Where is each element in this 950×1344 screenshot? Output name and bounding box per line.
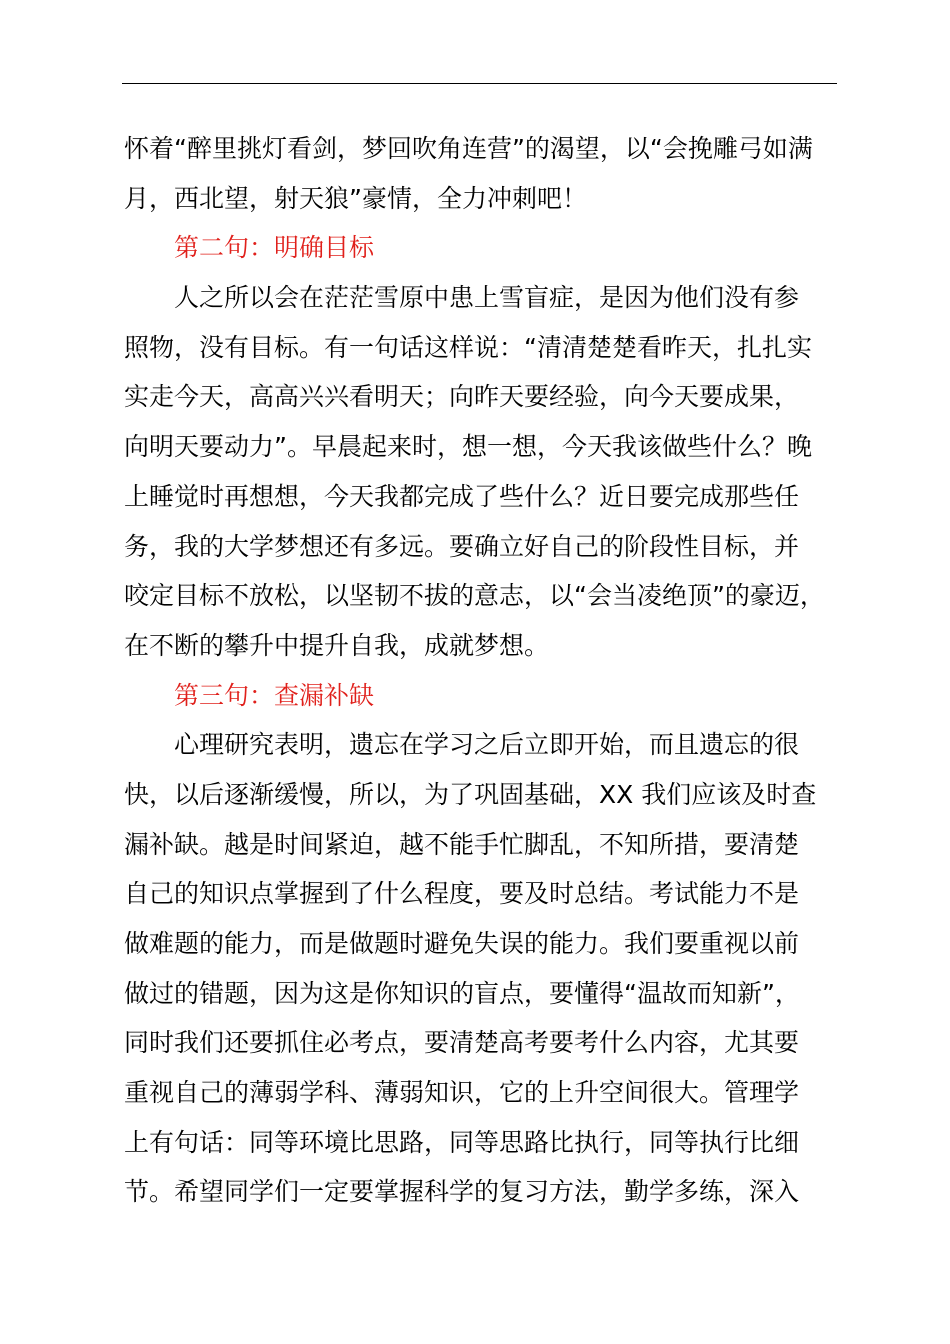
document-body bbox=[124, 124, 840, 1217]
body-line: 上睡觉时再想想，今天我都完成了些什么？近日要完成那些任 bbox=[124, 481, 800, 511]
body-line: 月，西北望，射天狼”豪情，全力冲刺吧！ bbox=[124, 183, 587, 213]
paragraph-first-line: 心理研究表明，遗忘在学习之后立即开始，而且遗忘的很 bbox=[174, 730, 800, 760]
body-line: 同时我们还要抓住必考点，要清楚高考要考什么内容，尤其要 bbox=[124, 1028, 800, 1058]
paragraph-first-line: 人之所以会在茫茫雪原中患上雪盲症，是因为他们没有参 bbox=[174, 283, 800, 313]
body-line: 漏补缺。越是时间紧迫，越不能手忙脚乱，不知所措，要清楚 bbox=[124, 829, 800, 859]
body-line: 怀着“醉里挑灯看剑，梦回吹角连营”的渴望，以“会挽雕弓如满 bbox=[124, 134, 813, 163]
header-rule bbox=[122, 83, 837, 84]
section-heading: 第二句：明确目标 bbox=[174, 233, 375, 263]
section-heading: 第三句：查漏补缺 bbox=[174, 680, 375, 710]
body-line: 做难题的能力，而是做题时避免失误的能力。我们要重视以前 bbox=[124, 929, 800, 958]
body-line: 自己的知识点掌握到了什么程度，要及时总结。考试能力不是 bbox=[124, 879, 800, 909]
body-line: 上有句话：同等环境比思路，同等思路比执行，同等执行比细 bbox=[124, 1127, 800, 1157]
body-line: 快，以后逐渐缓慢，所以，为了巩固基础，XX 我们应该及时查 bbox=[124, 779, 817, 809]
body-line: 咬定目标不放松，以坚韧不拔的意志，以“会当凌绝顶”的豪迈， bbox=[124, 581, 825, 611]
body-line: 做过的错题，因为这是你知识的盲点，要懂得“温故而知新”， bbox=[124, 978, 800, 1008]
body-line: 向明天要动力”。早晨起来时，想一想，今天我该做些什么？晚 bbox=[124, 432, 812, 462]
body-line: 重视自己的薄弱学科、薄弱知识，它的上升空间很大。管理学 bbox=[124, 1078, 800, 1108]
body-line: 务，我的大学梦想还有多远。要确立好自己的阶段性目标，并 bbox=[124, 531, 800, 561]
body-line: 在不断的攀升中提升自我，成就梦想。 bbox=[124, 630, 550, 660]
body-line: 照物，没有目标。有一句话这样说：“清清楚楚看昨天，扎扎实 bbox=[124, 332, 812, 362]
body-line: 实走今天，高高兴兴看明天；向昨天要经验，向今天要成果， bbox=[124, 382, 800, 412]
body-line: 节。希望同学们一定要掌握科学的复习方法，勤学多练，深入 bbox=[124, 1177, 800, 1207]
